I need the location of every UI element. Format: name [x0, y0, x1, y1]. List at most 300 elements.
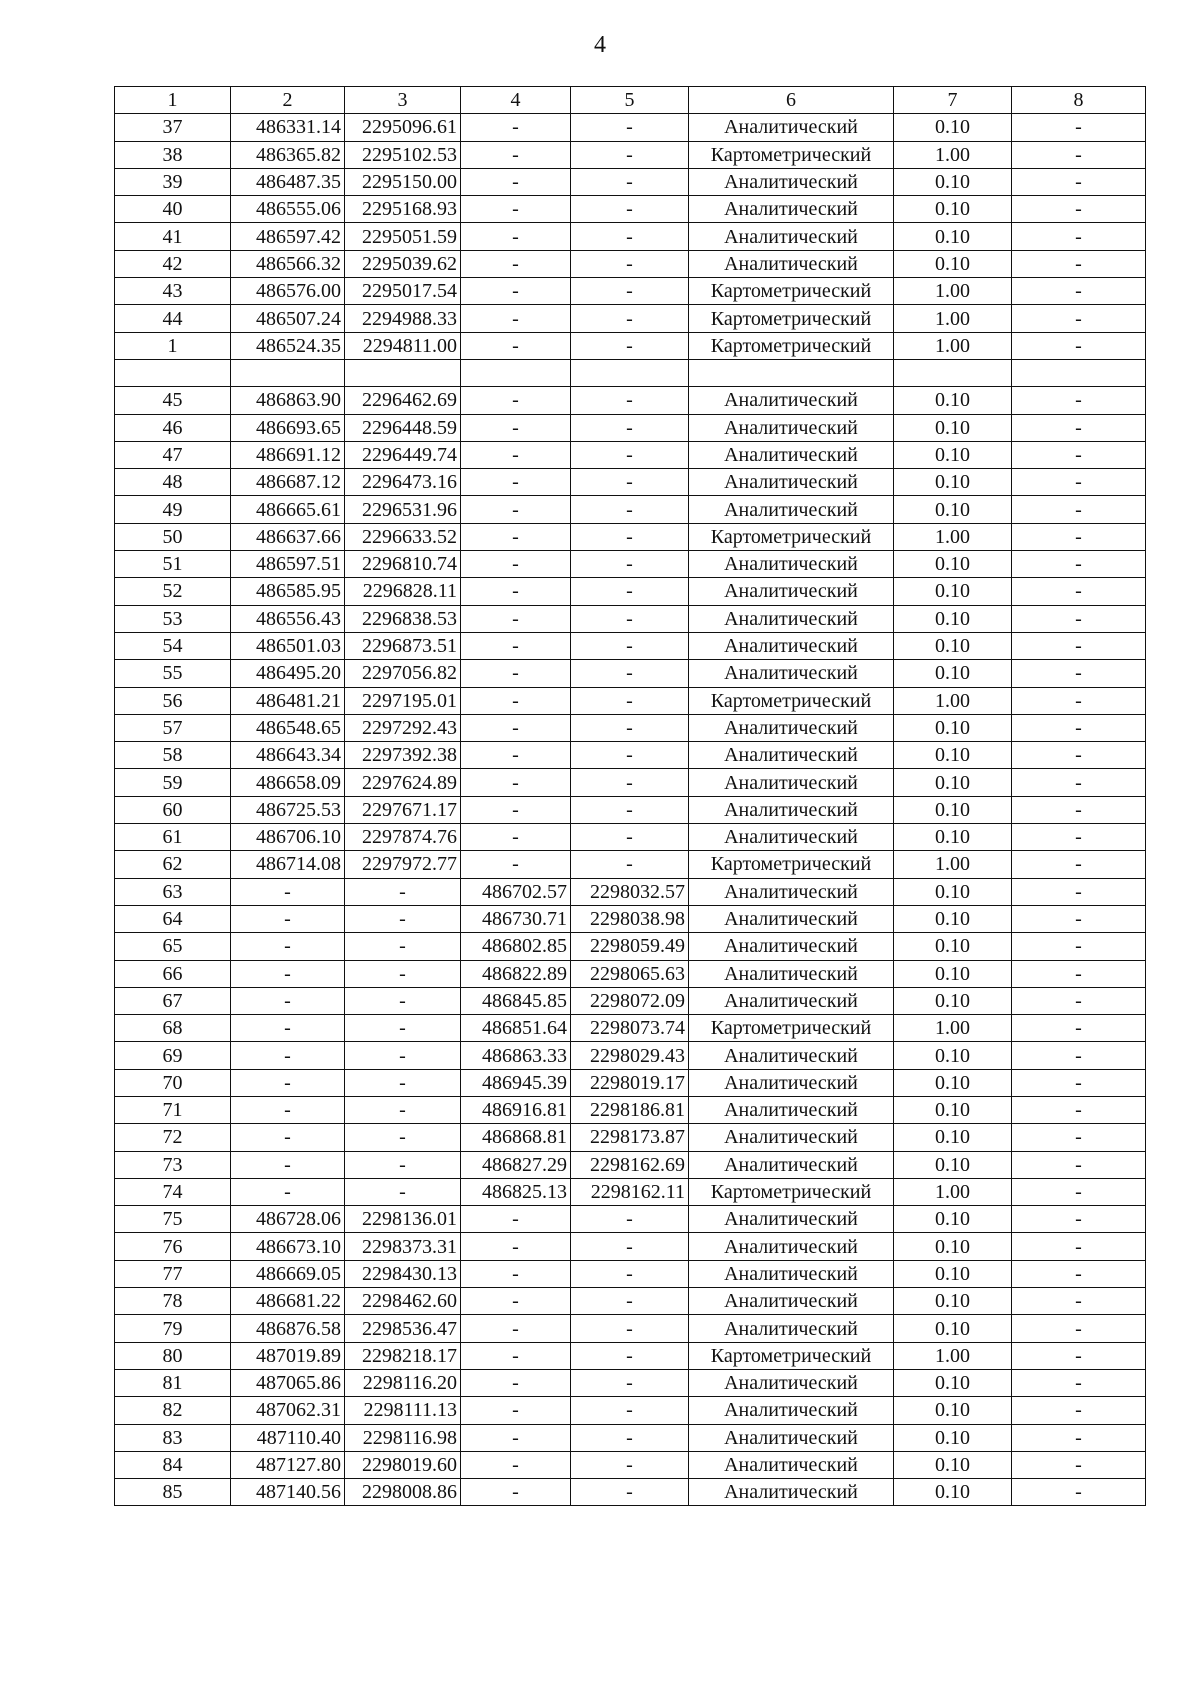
note-cell: -: [1012, 1424, 1146, 1451]
x-coord-alt-cell: -: [461, 1206, 571, 1233]
y-coord-alt-cell: -: [571, 1342, 689, 1369]
accuracy-cell: 0.10: [894, 742, 1012, 769]
y-coord-cell: 2297392.38: [345, 742, 461, 769]
column-header: 7: [894, 87, 1012, 114]
column-header: 8: [1012, 87, 1146, 114]
accuracy-cell: 0.10: [894, 469, 1012, 496]
x-coord-alt-cell: -: [461, 278, 571, 305]
x-coord-cell: -: [231, 1096, 345, 1123]
y-coord-alt-cell: -: [571, 1424, 689, 1451]
y-coord-cell: -: [345, 960, 461, 987]
y-coord-alt-cell: -: [571, 305, 689, 332]
note-cell: -: [1012, 1015, 1146, 1042]
y-coord-alt-cell: -: [571, 714, 689, 741]
method-cell: Картометрический: [689, 687, 894, 714]
x-coord-cell: 486487.35: [231, 168, 345, 195]
point-number-cell: 42: [115, 250, 231, 277]
y-coord-alt-cell: -: [571, 851, 689, 878]
y-coord-cell: 2298536.47: [345, 1315, 461, 1342]
column-header: 2: [231, 87, 345, 114]
table-row: [115, 1479, 1146, 1506]
x-coord-cell: 486681.22: [231, 1288, 345, 1315]
note-cell: -: [1012, 168, 1146, 195]
x-coord-cell: 486365.82: [231, 141, 345, 168]
x-coord-alt-cell: -: [461, 714, 571, 741]
x-coord-alt-cell: 486827.29: [461, 1151, 571, 1178]
x-coord-alt-cell: [461, 359, 571, 386]
note-cell: -: [1012, 824, 1146, 851]
x-coord-cell: 486728.06: [231, 1206, 345, 1233]
note-cell: -: [1012, 1451, 1146, 1478]
table-row: [115, 359, 1146, 386]
method-cell: Аналитический: [689, 250, 894, 277]
point-number-cell: 74: [115, 1178, 231, 1205]
point-number-cell: 41: [115, 223, 231, 250]
table-row: [115, 441, 1146, 468]
table-row: [115, 523, 1146, 550]
y-coord-cell: 2298019.60: [345, 1451, 461, 1478]
method-cell: Аналитический: [689, 1042, 894, 1069]
x-coord-cell: 486693.65: [231, 414, 345, 441]
y-coord-alt-cell: -: [571, 523, 689, 550]
y-coord-cell: -: [345, 987, 461, 1014]
table-row: [115, 1424, 1146, 1451]
table-row: [115, 114, 1146, 141]
x-coord-cell: 486863.90: [231, 387, 345, 414]
method-cell: Аналитический: [689, 1233, 894, 1260]
x-coord-alt-cell: -: [461, 223, 571, 250]
x-coord-alt-cell: -: [461, 769, 571, 796]
note-cell: -: [1012, 1342, 1146, 1369]
x-coord-cell: 486495.20: [231, 660, 345, 687]
method-cell: Аналитический: [689, 905, 894, 932]
point-number-cell: 1: [115, 332, 231, 359]
y-coord-alt-cell: -: [571, 1479, 689, 1506]
accuracy-cell: 1.00: [894, 141, 1012, 168]
x-coord-cell: 486555.06: [231, 196, 345, 223]
y-coord-alt-cell: -: [571, 632, 689, 659]
accuracy-cell: 0.10: [894, 1369, 1012, 1396]
x-coord-alt-cell: -: [461, 851, 571, 878]
point-number-cell: 38: [115, 141, 231, 168]
table-header-row: [115, 87, 1146, 114]
accuracy-cell: 0.10: [894, 250, 1012, 277]
point-number-cell: 68: [115, 1015, 231, 1042]
column-header: 4: [461, 87, 571, 114]
note-cell: -: [1012, 250, 1146, 277]
x-coord-cell: -: [231, 1069, 345, 1096]
y-coord-alt-cell: -: [571, 1260, 689, 1287]
note-cell: -: [1012, 1096, 1146, 1123]
point-number-cell: 85: [115, 1479, 231, 1506]
x-coord-cell: 487065.86: [231, 1369, 345, 1396]
x-coord-alt-cell: -: [461, 742, 571, 769]
method-cell: Аналитический: [689, 387, 894, 414]
y-coord-alt-cell: -: [571, 250, 689, 277]
y-coord-alt-cell: 2298162.69: [571, 1151, 689, 1178]
x-coord-alt-cell: -: [461, 1369, 571, 1396]
note-cell: -: [1012, 387, 1146, 414]
table-row: [115, 196, 1146, 223]
x-coord-cell: 486706.10: [231, 824, 345, 851]
column-header: 3: [345, 87, 461, 114]
point-number-cell: 50: [115, 523, 231, 550]
y-coord-alt-cell: -: [571, 332, 689, 359]
y-coord-alt-cell: -: [571, 114, 689, 141]
y-coord-alt-cell: -: [571, 278, 689, 305]
y-coord-alt-cell: -: [571, 141, 689, 168]
method-cell: Аналитический: [689, 223, 894, 250]
method-cell: Аналитический: [689, 1451, 894, 1478]
x-coord-alt-cell: -: [461, 414, 571, 441]
x-coord-alt-cell: -: [461, 441, 571, 468]
x-coord-cell: 486576.00: [231, 278, 345, 305]
accuracy-cell: 1.00: [894, 1015, 1012, 1042]
table-row: [115, 578, 1146, 605]
point-number-cell: 56: [115, 687, 231, 714]
method-cell: Аналитический: [689, 1424, 894, 1451]
x-coord-alt-cell: -: [461, 824, 571, 851]
table-row: [115, 878, 1146, 905]
y-coord-cell: 2298218.17: [345, 1342, 461, 1369]
point-number-cell: 61: [115, 824, 231, 851]
y-coord-cell: 2294988.33: [345, 305, 461, 332]
method-cell: Картометрический: [689, 278, 894, 305]
point-number-cell: 83: [115, 1424, 231, 1451]
x-coord-cell: 486556.43: [231, 605, 345, 632]
note-cell: -: [1012, 769, 1146, 796]
x-coord-alt-cell: 486802.85: [461, 933, 571, 960]
accuracy-cell: 0.10: [894, 578, 1012, 605]
note-cell: -: [1012, 1233, 1146, 1260]
accuracy-cell: 1.00: [894, 687, 1012, 714]
point-number-cell: [115, 359, 231, 386]
accuracy-cell: 0.10: [894, 632, 1012, 659]
y-coord-cell: 2294811.00: [345, 332, 461, 359]
x-coord-cell: -: [231, 960, 345, 987]
x-coord-cell: 486507.24: [231, 305, 345, 332]
table-row: [115, 1124, 1146, 1151]
method-cell: Картометрический: [689, 523, 894, 550]
table-body: [115, 114, 1146, 1506]
x-coord-alt-cell: -: [461, 496, 571, 523]
y-coord-alt-cell: -: [571, 551, 689, 578]
y-coord-cell: 2295017.54: [345, 278, 461, 305]
table-row: [115, 305, 1146, 332]
method-cell: Аналитический: [689, 1288, 894, 1315]
x-coord-cell: 486481.21: [231, 687, 345, 714]
accuracy-cell: 0.10: [894, 878, 1012, 905]
y-coord-cell: -: [345, 1124, 461, 1151]
table-row: [115, 1288, 1146, 1315]
table-row: [115, 660, 1146, 687]
table-row: [115, 278, 1146, 305]
point-number-cell: 60: [115, 796, 231, 823]
y-coord-alt-cell: 2298038.98: [571, 905, 689, 932]
table-row: [115, 1042, 1146, 1069]
accuracy-cell: 0.10: [894, 496, 1012, 523]
point-number-cell: 44: [115, 305, 231, 332]
method-cell: Аналитический: [689, 168, 894, 195]
table-row: [115, 1096, 1146, 1123]
y-coord-alt-cell: -: [571, 223, 689, 250]
note-cell: -: [1012, 1206, 1146, 1233]
note-cell: -: [1012, 605, 1146, 632]
accuracy-cell: 0.10: [894, 168, 1012, 195]
method-cell: Аналитический: [689, 1315, 894, 1342]
accuracy-cell: 0.10: [894, 1315, 1012, 1342]
y-coord-alt-cell: -: [571, 824, 689, 851]
accuracy-cell: 0.10: [894, 196, 1012, 223]
table-row: [115, 1233, 1146, 1260]
x-coord-alt-cell: 486863.33: [461, 1042, 571, 1069]
y-coord-alt-cell: -: [571, 1288, 689, 1315]
accuracy-cell: 1.00: [894, 332, 1012, 359]
accuracy-cell: 0.10: [894, 769, 1012, 796]
method-cell: Аналитический: [689, 1369, 894, 1396]
method-cell: Аналитический: [689, 1069, 894, 1096]
method-cell: Картометрический: [689, 1178, 894, 1205]
method-cell: Аналитический: [689, 1479, 894, 1506]
accuracy-cell: 0.10: [894, 960, 1012, 987]
accuracy-cell: 0.10: [894, 1288, 1012, 1315]
accuracy-cell: 0.10: [894, 1233, 1012, 1260]
point-number-cell: 71: [115, 1096, 231, 1123]
y-coord-cell: 2297972.77: [345, 851, 461, 878]
method-cell: Аналитический: [689, 496, 894, 523]
y-coord-cell: 2296873.51: [345, 632, 461, 659]
y-coord-alt-cell: 2298032.57: [571, 878, 689, 905]
accuracy-cell: 1.00: [894, 278, 1012, 305]
method-cell: Аналитический: [689, 1124, 894, 1151]
x-coord-alt-cell: 486730.71: [461, 905, 571, 932]
note-cell: -: [1012, 223, 1146, 250]
y-coord-cell: 2298462.60: [345, 1288, 461, 1315]
point-number-cell: 37: [115, 114, 231, 141]
accuracy-cell: 0.10: [894, 441, 1012, 468]
y-coord-cell: 2296531.96: [345, 496, 461, 523]
x-coord-cell: 486524.35: [231, 332, 345, 359]
y-coord-alt-cell: 2298162.11: [571, 1178, 689, 1205]
method-cell: Картометрический: [689, 1342, 894, 1369]
table-row: [115, 796, 1146, 823]
accuracy-cell: 0.10: [894, 987, 1012, 1014]
y-coord-cell: 2297671.17: [345, 796, 461, 823]
x-coord-alt-cell: -: [461, 1288, 571, 1315]
method-cell: Аналитический: [689, 1397, 894, 1424]
x-coord-cell: -: [231, 933, 345, 960]
point-number-cell: 43: [115, 278, 231, 305]
method-cell: Аналитический: [689, 1096, 894, 1123]
table-row: [115, 387, 1146, 414]
y-coord-alt-cell: -: [571, 441, 689, 468]
x-coord-alt-cell: -: [461, 250, 571, 277]
method-cell: Аналитический: [689, 578, 894, 605]
accuracy-cell: 0.10: [894, 387, 1012, 414]
x-coord-cell: 486548.65: [231, 714, 345, 741]
x-coord-cell: 486691.12: [231, 441, 345, 468]
accuracy-cell: 0.10: [894, 605, 1012, 632]
x-coord-alt-cell: -: [461, 114, 571, 141]
note-cell: -: [1012, 905, 1146, 932]
y-coord-cell: -: [345, 1042, 461, 1069]
x-coord-cell: -: [231, 1042, 345, 1069]
x-coord-cell: 486331.14: [231, 114, 345, 141]
table-row: [115, 1315, 1146, 1342]
x-coord-cell: 486658.09: [231, 769, 345, 796]
point-number-cell: 55: [115, 660, 231, 687]
method-cell: Аналитический: [689, 960, 894, 987]
x-coord-cell: 486566.32: [231, 250, 345, 277]
table-row: [115, 1069, 1146, 1096]
accuracy-cell: 0.10: [894, 1151, 1012, 1178]
x-coord-alt-cell: 486702.57: [461, 878, 571, 905]
table-row: [115, 632, 1146, 659]
accuracy-cell: 0.10: [894, 1424, 1012, 1451]
table-row: [115, 1015, 1146, 1042]
note-cell: -: [1012, 1124, 1146, 1151]
method-cell: Аналитический: [689, 551, 894, 578]
point-number-cell: 69: [115, 1042, 231, 1069]
table-row: [115, 551, 1146, 578]
table-row: [115, 1206, 1146, 1233]
x-coord-alt-cell: -: [461, 196, 571, 223]
method-cell: Аналитический: [689, 933, 894, 960]
y-coord-cell: 2295051.59: [345, 223, 461, 250]
x-coord-alt-cell: -: [461, 1479, 571, 1506]
x-coord-cell: [231, 359, 345, 386]
y-coord-cell: 2295168.93: [345, 196, 461, 223]
accuracy-cell: 1.00: [894, 851, 1012, 878]
y-coord-cell: 2297874.76: [345, 824, 461, 851]
x-coord-alt-cell: -: [461, 1315, 571, 1342]
accuracy-cell: 0.10: [894, 1451, 1012, 1478]
method-cell: Картометрический: [689, 1015, 894, 1042]
note-cell: -: [1012, 578, 1146, 605]
x-coord-cell: 487140.56: [231, 1479, 345, 1506]
method-cell: Аналитический: [689, 605, 894, 632]
x-coord-cell: 486725.53: [231, 796, 345, 823]
x-coord-alt-cell: -: [461, 141, 571, 168]
y-coord-cell: 2298116.20: [345, 1369, 461, 1396]
note-cell: -: [1012, 1397, 1146, 1424]
accuracy-cell: 0.10: [894, 905, 1012, 932]
accuracy-cell: 0.10: [894, 1479, 1012, 1506]
x-coord-alt-cell: -: [461, 1342, 571, 1369]
x-coord-cell: -: [231, 1124, 345, 1151]
y-coord-alt-cell: -: [571, 660, 689, 687]
table-row: [115, 332, 1146, 359]
table-row: [115, 714, 1146, 741]
point-number-cell: 40: [115, 196, 231, 223]
y-coord-alt-cell: -: [571, 1397, 689, 1424]
y-coord-cell: 2298116.98: [345, 1424, 461, 1451]
point-number-cell: 70: [115, 1069, 231, 1096]
point-number-cell: 48: [115, 469, 231, 496]
y-coord-cell: 2298430.13: [345, 1260, 461, 1287]
y-coord-cell: 2295102.53: [345, 141, 461, 168]
y-coord-alt-cell: -: [571, 1233, 689, 1260]
y-coord-cell: 2298008.86: [345, 1479, 461, 1506]
point-number-cell: 81: [115, 1369, 231, 1396]
point-number-cell: 46: [115, 414, 231, 441]
x-coord-alt-cell: -: [461, 1424, 571, 1451]
note-cell: -: [1012, 851, 1146, 878]
column-header: 5: [571, 87, 689, 114]
method-cell: Аналитический: [689, 824, 894, 851]
table-row: [115, 1397, 1146, 1424]
note-cell: -: [1012, 1288, 1146, 1315]
x-coord-alt-cell: 486825.13: [461, 1178, 571, 1205]
point-number-cell: 77: [115, 1260, 231, 1287]
y-coord-alt-cell: 2298072.09: [571, 987, 689, 1014]
point-number-cell: 75: [115, 1206, 231, 1233]
method-cell: Аналитический: [689, 769, 894, 796]
note-cell: -: [1012, 933, 1146, 960]
x-coord-alt-cell: -: [461, 1397, 571, 1424]
y-coord-cell: -: [345, 1015, 461, 1042]
y-coord-alt-cell: -: [571, 769, 689, 796]
accuracy-cell: 1.00: [894, 1178, 1012, 1205]
accuracy-cell: 0.10: [894, 660, 1012, 687]
point-number-cell: 39: [115, 168, 231, 195]
x-coord-alt-cell: -: [461, 332, 571, 359]
x-coord-cell: 486585.95: [231, 578, 345, 605]
accuracy-cell: 0.10: [894, 1096, 1012, 1123]
table-row: [115, 824, 1146, 851]
method-cell: Аналитический: [689, 660, 894, 687]
y-coord-alt-cell: -: [571, 605, 689, 632]
table-row: [115, 141, 1146, 168]
note-cell: -: [1012, 1369, 1146, 1396]
note-cell: -: [1012, 469, 1146, 496]
x-coord-alt-cell: -: [461, 1233, 571, 1260]
x-coord-alt-cell: -: [461, 796, 571, 823]
method-cell: [689, 359, 894, 386]
note-cell: -: [1012, 523, 1146, 550]
note-cell: -: [1012, 332, 1146, 359]
note-cell: -: [1012, 1042, 1146, 1069]
point-number-cell: 80: [115, 1342, 231, 1369]
y-coord-cell: 2296633.52: [345, 523, 461, 550]
note-cell: -: [1012, 305, 1146, 332]
note-cell: -: [1012, 414, 1146, 441]
table-row: [115, 987, 1146, 1014]
point-number-cell: 78: [115, 1288, 231, 1315]
y-coord-alt-cell: -: [571, 1206, 689, 1233]
note-cell: -: [1012, 1151, 1146, 1178]
x-coord-alt-cell: -: [461, 605, 571, 632]
y-coord-alt-cell: -: [571, 387, 689, 414]
column-header: 6: [689, 87, 894, 114]
accuracy-cell: 0.10: [894, 824, 1012, 851]
note-cell: -: [1012, 687, 1146, 714]
point-number-cell: 76: [115, 1233, 231, 1260]
y-coord-cell: 2297195.01: [345, 687, 461, 714]
note-cell: -: [1012, 1479, 1146, 1506]
table-row: [115, 605, 1146, 632]
y-coord-cell: 2298373.31: [345, 1233, 461, 1260]
method-cell: Аналитический: [689, 632, 894, 659]
note-cell: -: [1012, 1178, 1146, 1205]
table-row: [115, 960, 1146, 987]
x-coord-cell: -: [231, 1151, 345, 1178]
y-coord-cell: -: [345, 905, 461, 932]
point-number-cell: 62: [115, 851, 231, 878]
note-cell: -: [1012, 632, 1146, 659]
note-cell: -: [1012, 1260, 1146, 1287]
method-cell: Аналитический: [689, 714, 894, 741]
